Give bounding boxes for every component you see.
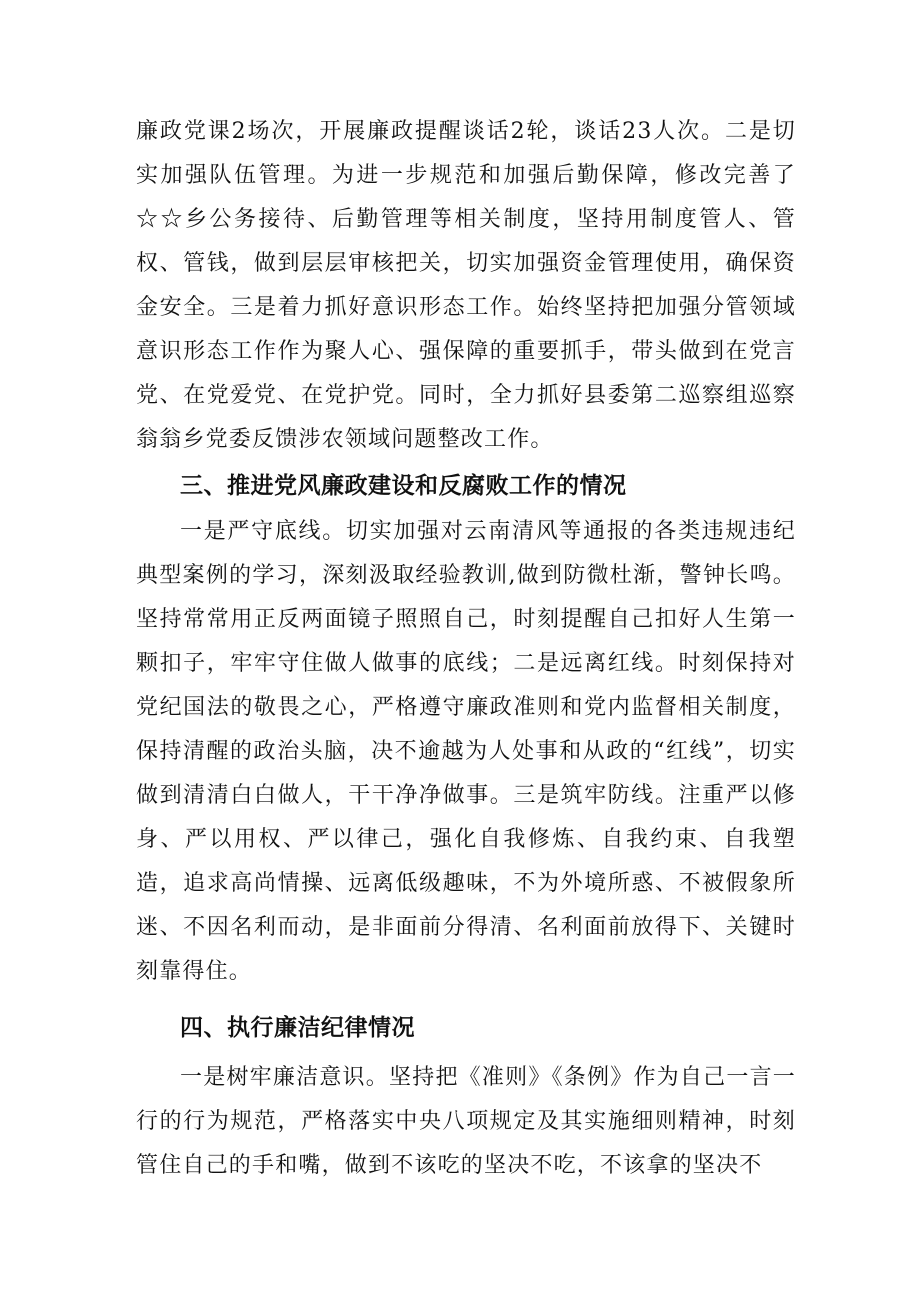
section-4-body: 一是树牢廉洁意识。坚持把《准则》《条例》作为自己一言一行的行为规范，严格落实中央八项规定及其实施细则精神，时刻管住自己的手和嘴，做到不该吃的坚决不吃，不该拿的坚决不 xyxy=(136,1065,796,1178)
section-4-heading: 四、执行廉洁纪律情况 xyxy=(180,1015,415,1041)
document-page xyxy=(136,110,796,1188)
continuation-paragraph: 廉政党课2场次，开展廉政提醒谈话2轮，谈话23人次。二是切实加强队伍管理。为进一步规范和加强后勤保障，修改完善了☆☆乡公务接待、后勤管理等相关制度，坚持用制度管人、管权、管钱，做到层层审核把关，切实加强资金管理使用，确保资金安全。三是着力抓好意识形态工作。始终坚持把加强分管领域意识形态工作作为聚人心、强保障的重要抓手，带头做到在党言党、在党爱党、在党护党。同时，全力抓好县委第二巡察组巡察翁翁乡党委反馈涉农领域问题整改工作。 xyxy=(136,119,796,452)
section-3-heading: 三、推进党风廉政建设和反腐败工作的情况 xyxy=(180,473,627,499)
section-3-body: 一是严守底线。切实加强对云南清风等通报的各类违规违纪典型案例的学习，深刻汲取经验教训,做到防微杜渐，警钟长鸣。坚持常常用正反两面镜子照照自己，时刻提醒自己扣好人生第一颗扣子，牢牢守住做人做事的底线；二是远离红线。时刻保持对党纪国法的敬畏之心，严格遵守廉政准则和党内监督相关制度，保持清醒的政治头脑，决不逾越为人处事和从政的“红线”，切实做到清清白白做人，干干净净做事。三是筑牢防线。注重严以修身、严以用权、严以律己，强化自我修炼、自我约束、自我塑造，追求高尚情操、远离低级趣味，不为外境所惑、不被假象所迷、不因名利而动，是非面前分得清、名利面前放得下、关键时刻靠得住。 xyxy=(136,519,796,984)
